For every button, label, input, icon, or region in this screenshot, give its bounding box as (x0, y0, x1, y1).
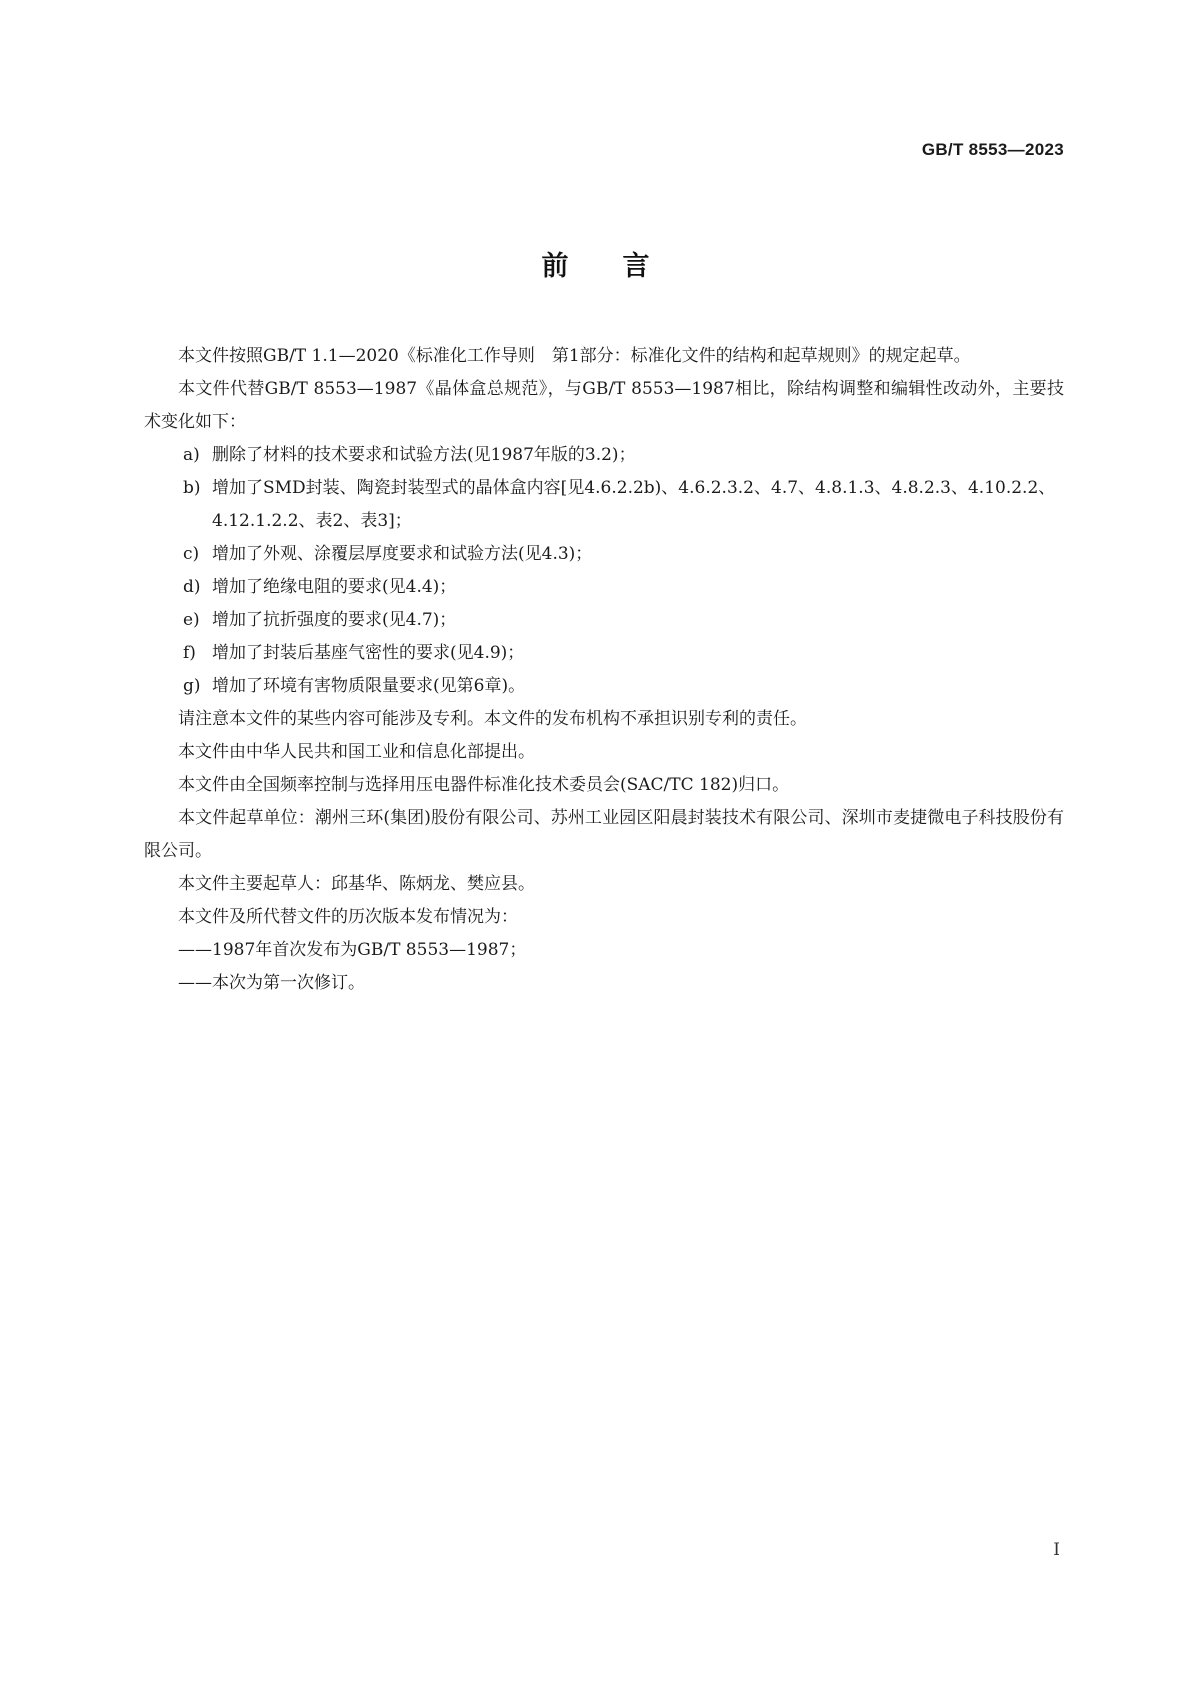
list-item-text: 增加了SMD封装、陶瓷封装型式的晶体盒内容[见4.6.2.2b)、4.6.2.3.2、4.7、4.8.1.3、4.8.2.3、4.10.2.2、4.12.1.2.2、表2、表3]； (212, 478, 1056, 531)
list-marker: d) (183, 577, 201, 597)
list-item-text: 增加了外观、涂覆层厚度要求和试验方法(见4.3)； (212, 544, 593, 564)
document-code: GB/T 8553—2023 (921, 140, 1064, 159)
list-item-text: 增加了封装后基座气密性的要求(见4.9)； (212, 643, 525, 663)
list-item-text: 增加了抗折强度的要求(见4.7)； (212, 610, 457, 630)
page-number: I (1053, 1540, 1060, 1560)
history-item: ——1987年首次发布为GB/T 8553—1987； (178, 940, 527, 960)
list-item (144, 538, 1064, 571)
list-item (144, 571, 1064, 604)
paragraph-patent-notice: 请注意本文件的某些内容可能涉及专利。本文件的发布机构不承担识别专利的责任。 (178, 709, 807, 729)
changes-list (144, 439, 1064, 703)
list-item (144, 439, 1064, 472)
list-item (144, 604, 1064, 637)
paragraph-replaces: 本文件代替GB/T 8553—1987《晶体盒总规范》，与GB/T 8553—1987相比，除结构调整和编辑性改动外，主要技术变化如下： (144, 379, 1064, 432)
list-marker: f) (183, 643, 196, 663)
list-marker: c) (183, 544, 200, 564)
paragraph-drafting-units: 本文件起草单位：潮州三环(集团)股份有限公司、苏州工业园区阳晨封装技术有限公司、深圳市麦捷微电子科技股份有限公司。 (144, 808, 1064, 861)
list-item-text: 增加了环境有害物质限量要求(见第6章)。 (212, 676, 526, 696)
paragraph-proposer: 本文件由中华人民共和国工业和信息化部提出。 (178, 742, 535, 762)
paragraph-drafting-rules: 本文件按照GB/T 1.1—2020《标准化工作导则 第1部分：标准化文件的结构和起草规则》的规定起草。 (178, 346, 971, 366)
list-marker: b) (183, 478, 201, 498)
paragraph-history-intro: 本文件及所代替文件的历次版本发布情况为： (178, 907, 518, 927)
history-item: ——本次为第一次修订。 (178, 973, 365, 993)
list-item-text: 增加了绝缘电阻的要求(见4.4)； (212, 577, 457, 597)
list-item (144, 670, 1064, 703)
foreword-body (144, 340, 1064, 1000)
page-title: 前言 (541, 251, 704, 282)
list-item-text: 删除了材料的技术要求和试验方法(见1987年版的3.2)； (212, 445, 636, 465)
list-marker: g) (183, 676, 201, 696)
list-marker: a) (183, 445, 200, 465)
paragraph-drafters: 本文件主要起草人：邱基华、陈炳龙、樊应县。 (178, 874, 535, 894)
list-item (144, 472, 1064, 538)
list-marker: e) (183, 610, 200, 630)
paragraph-committee: 本文件由全国频率控制与选择用压电器件标准化技术委员会(SAC/TC 182)归口。 (178, 775, 790, 795)
list-item (144, 637, 1064, 670)
